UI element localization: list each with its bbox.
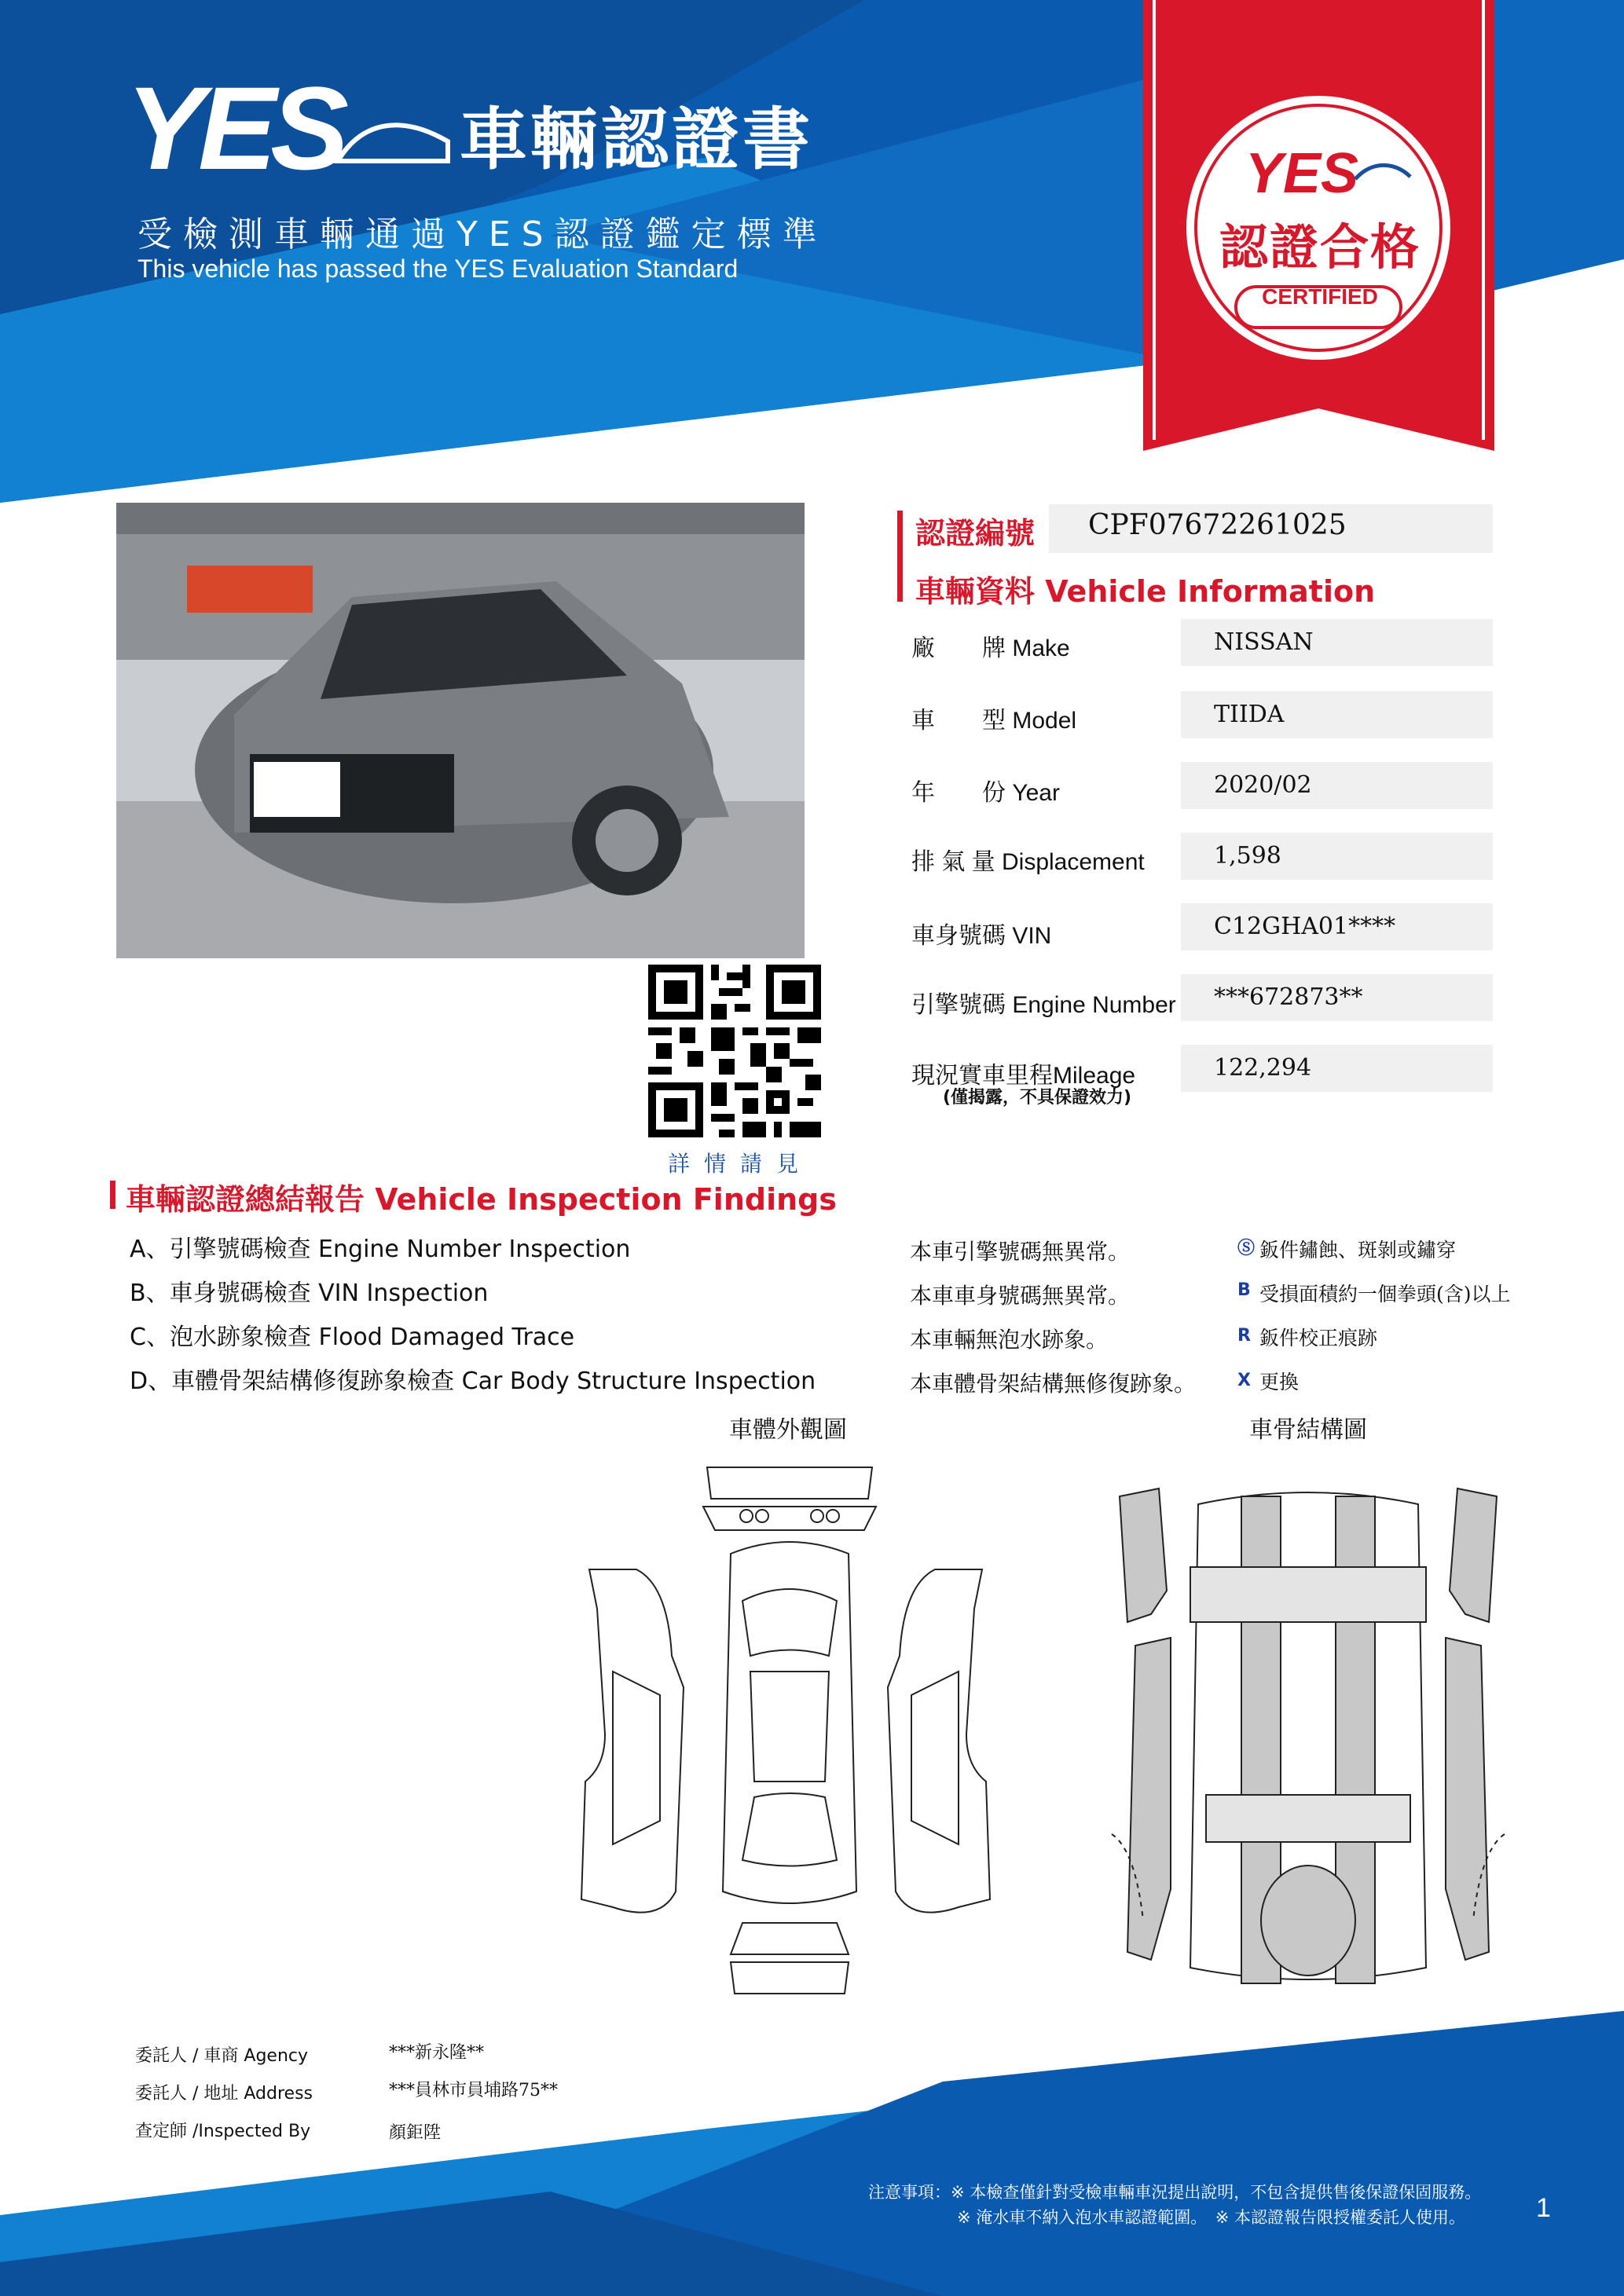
frame-diagram [1104, 1481, 1512, 1999]
legend-symbol-s: Ⓢ [1237, 1239, 1256, 1258]
finding-result-c: 本車輛無泡水跡象。 [910, 1327, 1109, 1353]
finding-label-d: D、車體骨架結構修復跡象檢查 Car Body Structure Inspection [130, 1368, 816, 1395]
finding-label-c: C、泡水跡象檢查 Flood Damaged Trace [130, 1324, 575, 1351]
subtitle-chinese: 受檢測車輛通過YES認證鑑定標準 [137, 214, 828, 255]
legend-symbol-r: R [1237, 1326, 1251, 1346]
yes-logo [126, 67, 456, 192]
mileage-label: 現況實車里程Mileage [911, 1063, 1136, 1089]
agency-label: 委託人 / 車商 Agency [135, 2046, 309, 2066]
findings-heading-bar [110, 1181, 115, 1209]
cert-label-bar [897, 511, 903, 602]
finding-result-b: 本車車身號碼無異常。 [910, 1283, 1131, 1309]
document-title: 車輛認證書 [460, 101, 813, 179]
legend-text-r: 鈑件校正痕跡 [1259, 1327, 1378, 1349]
finding-label-a: A、引擎號碼檢查 Engine Number Inspection [130, 1236, 631, 1263]
footer-note-2: ※ 淹水車不納入泡水車認證範圍。 ※ 本認證報告限授權委託人使用。 [957, 2208, 1466, 2227]
legend-text-s: 鈑件鏽蝕、斑剝或鏽穿 [1259, 1239, 1457, 1262]
seal-status-zh: 認證合格 [1219, 218, 1421, 276]
address-label: 委託人 / 地址 Address [135, 2084, 313, 2104]
svg-text:YES: YES [126, 67, 343, 192]
page-number: 1 [1536, 2193, 1551, 2223]
legend-symbol-x: X [1237, 1371, 1251, 1390]
finding-label-b: B、車身號碼檢查 VIN Inspection [130, 1280, 489, 1307]
exterior-diagram [566, 1452, 1006, 2001]
legend-text-b: 受損面積約一個拳頭(含)以上 [1259, 1283, 1511, 1305]
certificate-number-label: 認證編號 [915, 516, 1036, 551]
displacement-label: 排 氣 量 Displacement [911, 849, 1145, 875]
certificate-number: CPF07672261025 [1088, 509, 1347, 541]
engine-number-value: ***672873** [1214, 983, 1363, 1011]
subtitle-english: This vehicle has passed the YES Evaluation Standard [137, 255, 739, 283]
inspector-value: 顏鉅陞 [389, 2123, 442, 2143]
finding-result-d: 本車體骨架結構無修復跡象。 [910, 1371, 1197, 1397]
findings-heading: 車輛認證總結報告 Vehicle Inspection Findings [126, 1182, 837, 1217]
model-label: 車 型 Model [911, 708, 1077, 734]
svg-text:YES: YES [1245, 142, 1359, 205]
engine-number-label: 引擎號碼 Engine Number [911, 992, 1176, 1018]
exterior-diagram-title: 車體外觀圖 [729, 1416, 847, 1444]
finding-result-a: 本車引擎號碼無異常。 [910, 1239, 1131, 1265]
mileage-note: (僅揭露，不具保證效力) [943, 1088, 1132, 1108]
inspector-label: 查定師 /Inspected By [135, 2122, 311, 2141]
seal-status-en: CERTIFIED [1262, 284, 1378, 309]
model-value: TIIDA [1214, 701, 1285, 728]
mileage-value: 122,294 [1214, 1054, 1312, 1082]
agency-value: ***新永隆** [389, 2043, 485, 2063]
vehicle-photo [116, 503, 805, 958]
make-value: NISSAN [1214, 628, 1314, 656]
qr-caption: 詳情請見 [668, 1151, 813, 1177]
address-value: ***員林市員埔路75** [389, 2081, 558, 2100]
displacement-value: 1,598 [1214, 842, 1281, 870]
year-value: 2020/02 [1214, 771, 1312, 799]
vin-label: 車身號碼 VIN [911, 923, 1052, 949]
legend-symbol-b: B [1237, 1280, 1251, 1300]
year-label: 年 份 Year [911, 780, 1060, 806]
vin-value: C12GHA01**** [1214, 913, 1396, 940]
footer-note-1: 注意事項：※ 本檢查僅針對受檢車輛車況提出說明，不包含提供售後保證保固服務。 [868, 2183, 1482, 2202]
vehicle-info-heading: 車輛資料 Vehicle Information [915, 574, 1376, 609]
make-label: 廠 牌 Make [911, 635, 1070, 661]
legend-text-x: 更換 [1259, 1371, 1300, 1393]
frame-diagram-title: 車骨結構圖 [1249, 1416, 1367, 1444]
qr-code[interactable] [648, 965, 821, 1137]
